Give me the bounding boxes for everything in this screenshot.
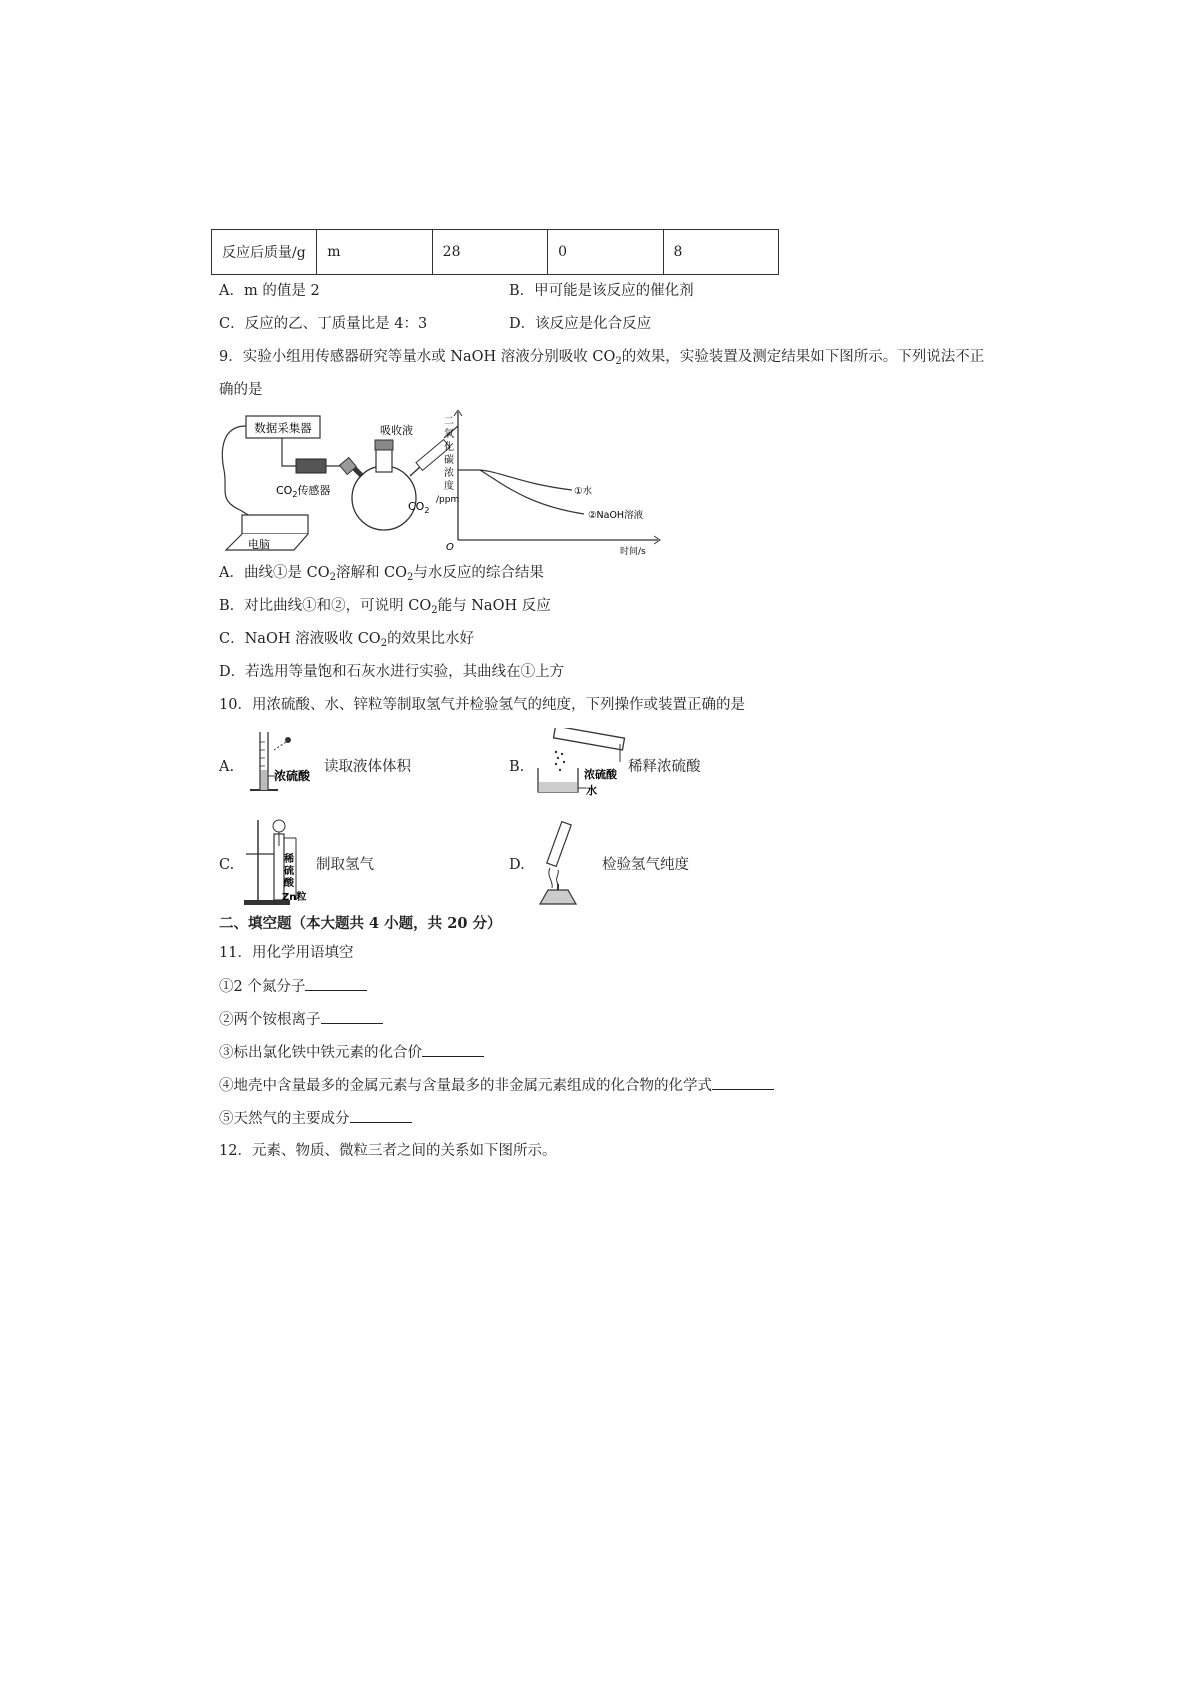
svg-text:/ppm: /ppm bbox=[436, 495, 460, 505]
svg-text:浓: 浓 bbox=[444, 468, 454, 479]
q11-item: ⑤天然气的主要成分 bbox=[219, 1108, 412, 1129]
q8-option-d: D．该反应是化合反应 bbox=[509, 316, 652, 332]
q10-stem: 10．用浓硫酸、水、锌粒等制取氢气并检验氢气的纯度，下列操作或装置正确的是 bbox=[219, 697, 745, 713]
answer-blank bbox=[422, 1042, 484, 1057]
svg-text:碳: 碳 bbox=[444, 455, 454, 466]
table-cell: 28 bbox=[432, 230, 547, 275]
svg-text:浓硫酸: 浓硫酸 bbox=[584, 768, 617, 781]
q9-option-c: C．NaOH 溶液吸收 $CO_2$的效果比水好 bbox=[219, 631, 475, 649]
q9-option-a: A．曲线①是 $CO_2$溶解和 $CO_2$与水反应的综合结果 bbox=[219, 565, 544, 583]
q10-option-a-letter: A. bbox=[219, 759, 235, 775]
table-cell: m bbox=[317, 230, 432, 275]
sensor-icon bbox=[296, 459, 326, 473]
funnel-icon bbox=[273, 820, 285, 832]
q10-option-b-letter: B. bbox=[509, 759, 525, 775]
table-cell: 0 bbox=[548, 230, 663, 275]
fig-label: 浓硫酸 bbox=[274, 769, 311, 783]
table-row bbox=[212, 230, 779, 275]
svg-text:度: 度 bbox=[444, 481, 454, 492]
q8-option-b: B．甲可能是该反应的催化剂 bbox=[509, 283, 694, 299]
svg-text:化: 化 bbox=[444, 442, 454, 453]
curve-naoh bbox=[480, 470, 584, 514]
section-title: 二、填空题（本大题共 4 小题，共 20 分） bbox=[219, 915, 502, 932]
q12-stem: 12．元素、物质、微粒三者之间的关系如下图所示。 bbox=[219, 1143, 557, 1159]
q11-item: ①2 个氮分子 bbox=[219, 976, 367, 997]
cable bbox=[222, 426, 250, 516]
q8-option-a: A．m 的值是 2 bbox=[219, 283, 320, 299]
y-axis-label bbox=[436, 416, 459, 505]
x-axis-label: 时间/s bbox=[620, 547, 646, 555]
curve-water bbox=[458, 470, 572, 490]
q9-option-b: B．对比曲线①和②，可说明 $CO_2$能与 NaOH 反应 bbox=[219, 598, 551, 616]
curve1-label: ①水 bbox=[574, 486, 593, 497]
q11-item: ②两个铵根离子 bbox=[219, 1009, 383, 1030]
q11-item: ④地壳中含量最多的金属元素与含量最多的非金属元素组成的化合物的化学式 bbox=[219, 1075, 774, 1096]
computer-label: 电脑 bbox=[248, 538, 270, 551]
table-row-label: 反应后质量/g bbox=[212, 230, 317, 275]
q10-option-b-caption: 稀释浓硫酸 bbox=[628, 759, 701, 775]
flask-gas-label: $CO_2$ bbox=[408, 500, 430, 515]
q9-figure bbox=[212, 410, 712, 555]
absorbent-label: 吸收液 bbox=[380, 424, 413, 437]
computer-icon bbox=[242, 515, 308, 534]
svg-text:硫: 硫 bbox=[284, 866, 294, 877]
data-collector-label: 数据采集器 bbox=[254, 421, 312, 435]
svg-text:水: 水 bbox=[586, 784, 597, 797]
q9-stem-cont: 确的是 bbox=[219, 382, 263, 398]
tilted-cylinder-icon bbox=[553, 728, 624, 750]
dilution-figure bbox=[534, 728, 630, 800]
q10-option-c-letter: C. bbox=[219, 857, 235, 873]
q9-stem: 9．实验小组用传感器研究等量水或 NaOH 溶液分别吸收 $CO_2$的效果，实验装置及测定结果如下图所示。下列说法不正 bbox=[219, 349, 985, 367]
eye-icon bbox=[285, 737, 291, 743]
q9-option-d: D．若选用等量饱和石灰水进行实验，其曲线在①上方 bbox=[219, 664, 565, 680]
answer-blank bbox=[350, 1108, 412, 1123]
answer-blank bbox=[305, 976, 367, 991]
q11-stem: 11．用化学用语填空 bbox=[219, 945, 354, 961]
alcohol-lamp-figure bbox=[530, 818, 600, 908]
test-tube-icon bbox=[547, 822, 571, 867]
q10-option-d-caption: 检验氢气纯度 bbox=[602, 857, 689, 873]
sensor-label: $CO_2$传感器 bbox=[276, 484, 331, 499]
origin-label: O bbox=[446, 542, 454, 553]
svg-text:氧: 氧 bbox=[444, 429, 454, 440]
graduated-cylinder-figure bbox=[244, 728, 324, 796]
q10-option-d-letter: D. bbox=[509, 857, 525, 873]
q11-item: ③标出氯化铁中铁元素的化合价 bbox=[219, 1042, 484, 1063]
q10-option-c-caption: 制取氢气 bbox=[316, 857, 374, 873]
table-cell: 8 bbox=[663, 230, 778, 275]
curve2-label: ②NaOH溶液 bbox=[588, 510, 644, 521]
svg-text:Zn粒: Zn粒 bbox=[282, 892, 307, 903]
svg-text:酸: 酸 bbox=[284, 878, 294, 889]
mass-table bbox=[211, 229, 779, 275]
lamp-icon bbox=[540, 890, 576, 904]
hydrogen-generator-figure bbox=[240, 816, 316, 908]
svg-text:稀: 稀 bbox=[284, 854, 294, 865]
svg-text:二: 二 bbox=[444, 416, 454, 427]
answer-blank bbox=[712, 1075, 774, 1090]
q8-option-c: C．反应的乙、丁质量比是 4：3 bbox=[219, 316, 428, 332]
answer-blank bbox=[321, 1009, 383, 1024]
q10-option-a-caption: 读取液体体积 bbox=[324, 759, 411, 775]
